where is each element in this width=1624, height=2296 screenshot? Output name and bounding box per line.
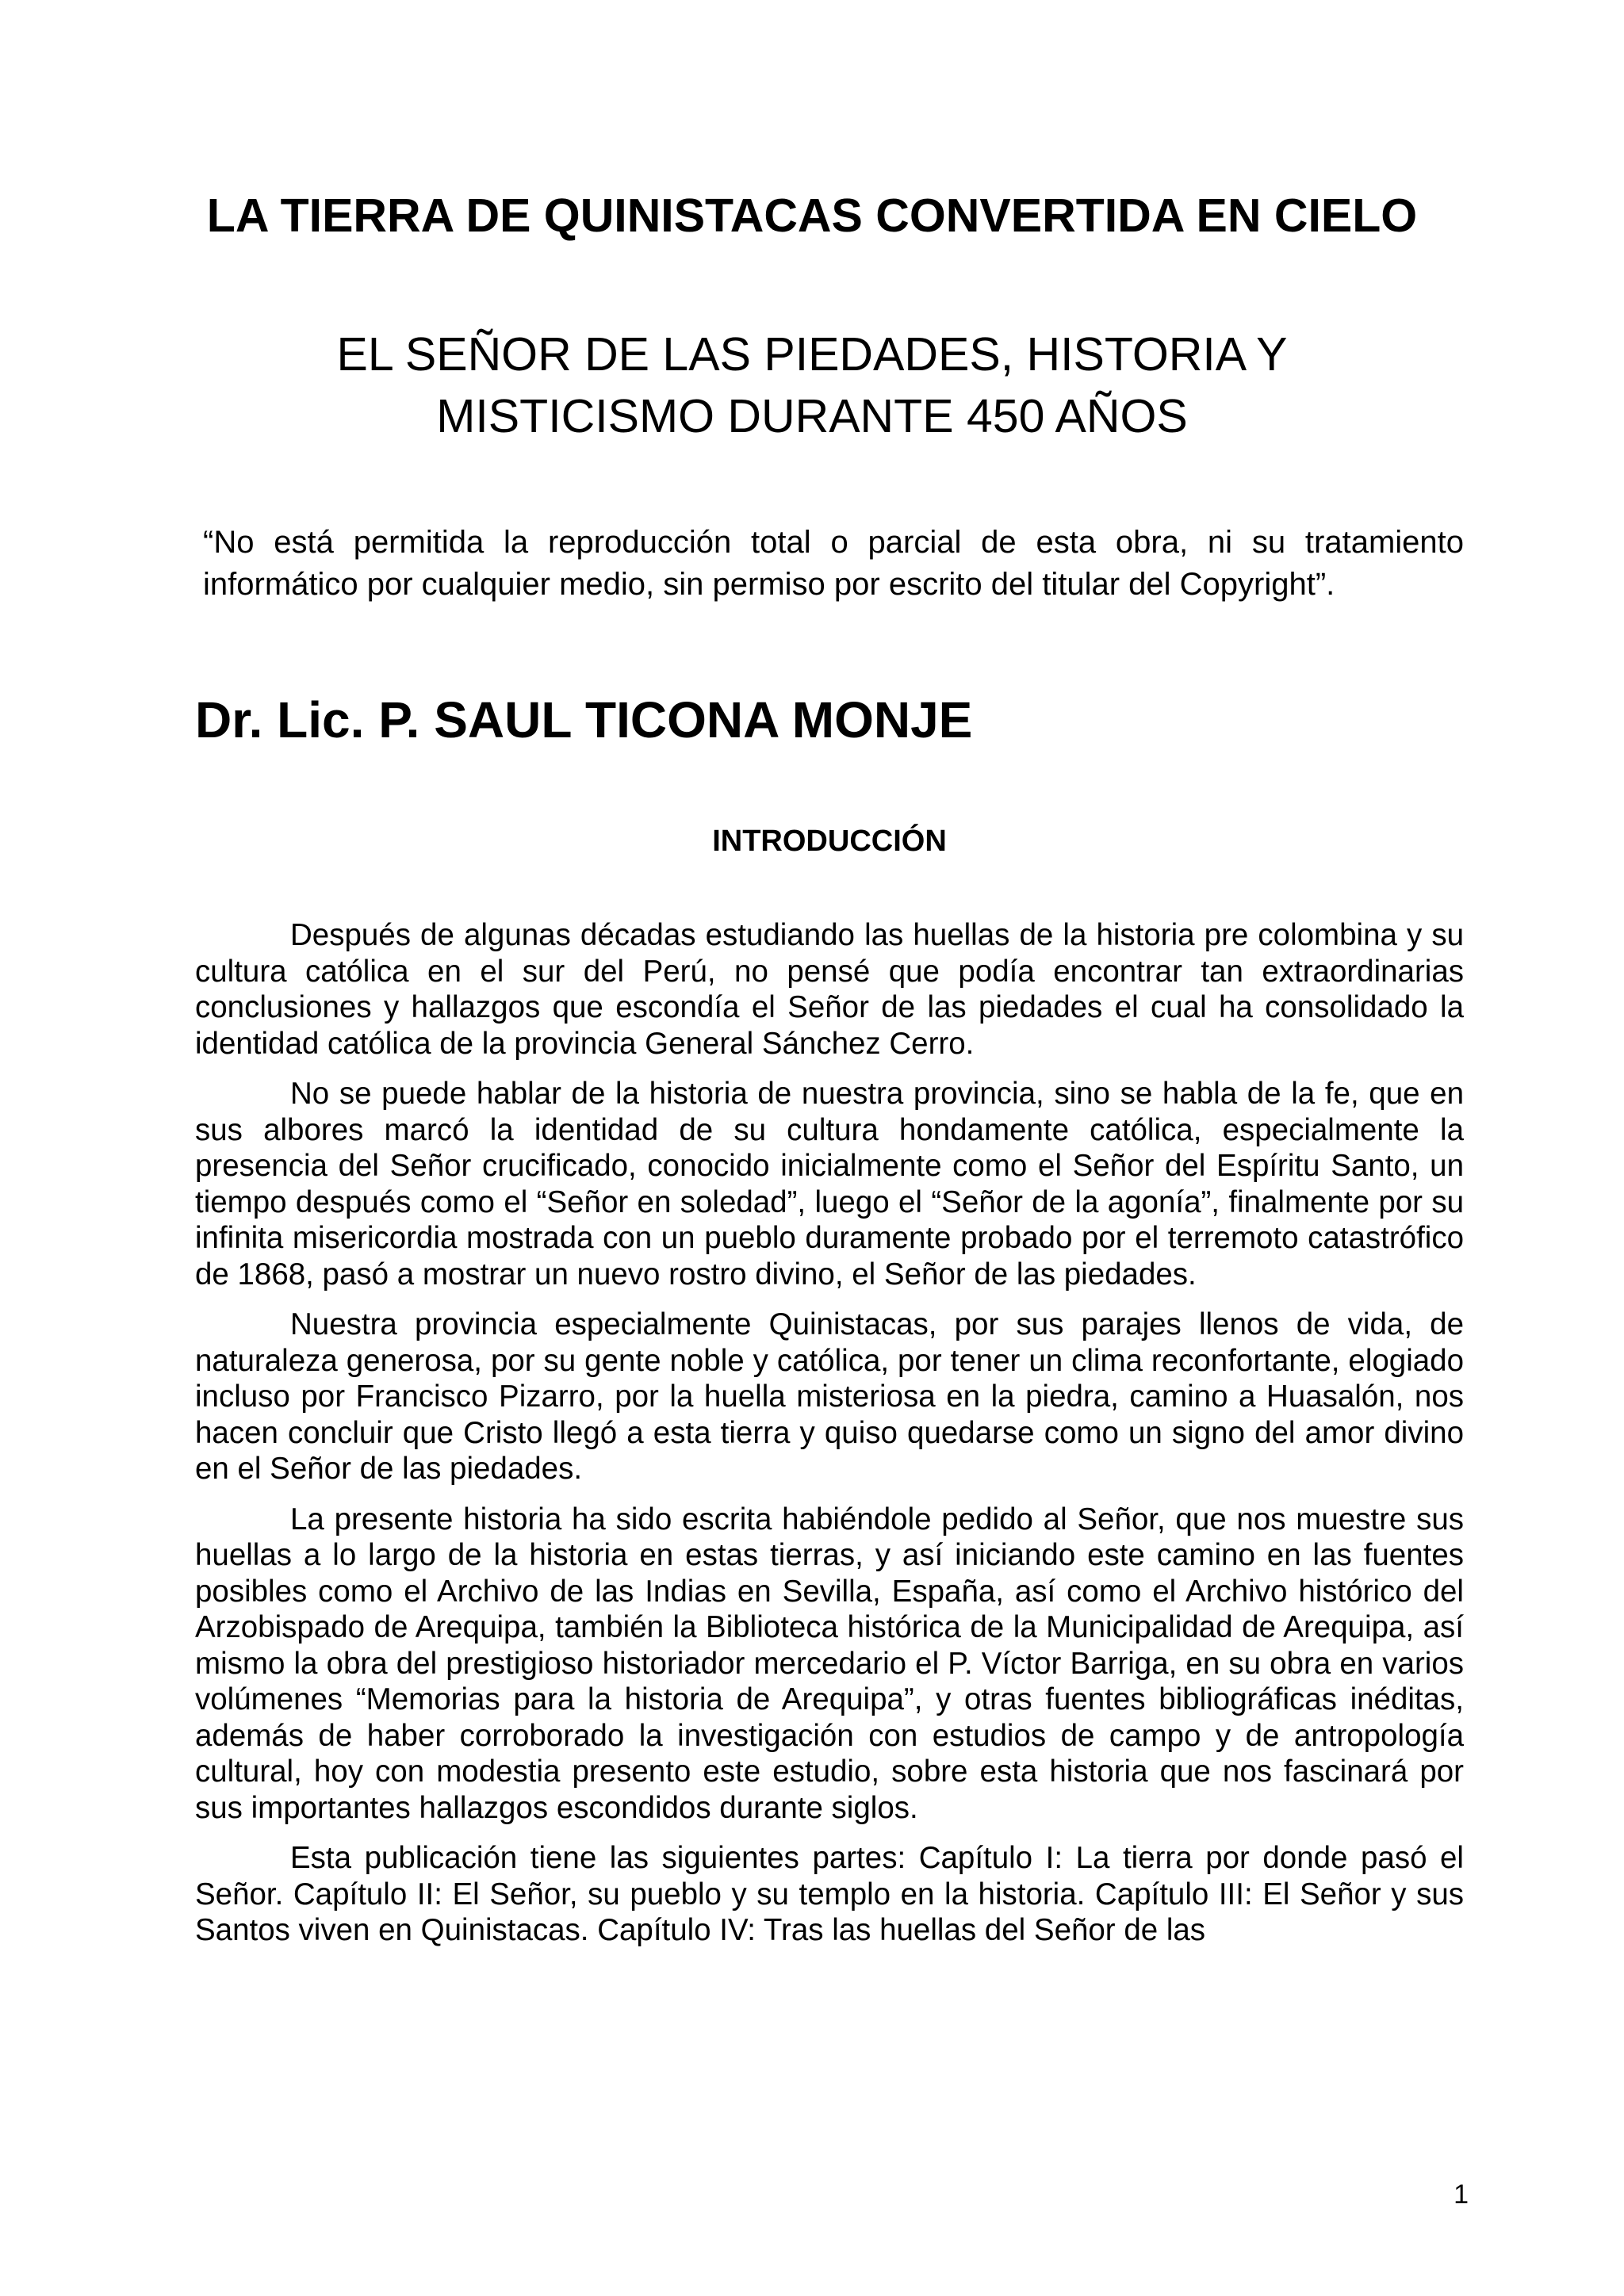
body-paragraph: No se puede hablar de la historia de nuestra provincia, sino se habla de la fe, que en sus albores marcó la identidad de su cultura hondamente católica, especialmente la presencia del Señor crucificado, conocido inicialmente como el Señor del Espíritu Santo, un tiempo después como el “Señor en soledad”, luego el “Señor de la agonía”, finalmente por su infinita misericordia mostrada con un pueblo duramente probado por el terremoto catastrófico de 1868, pasó a mostrar un nuevo rostro divino, el Señor de las piedades.: [195, 1077, 1464, 1292]
body-text: [195, 917, 1464, 1963]
copyright-notice-line: “No está permitida la reproducción total o parcial de esta obra, ni su tratamiento: [203, 525, 1464, 560]
body-paragraph: La presente historia ha sido escrita habiéndole pedido al Señor, que nos muestre sus huellas a lo largo de la historia en estas tierras, y así iniciando este camino en las fuentes posibles como el Archivo de las Indias en Sevilla, España, así como el Archivo histórico del Arzobispado de Arequipa, también la Biblioteca histórica de la Municipalidad de Arequipa, así mismo la obra del prestigioso historiador mercedario el P. Víctor Barriga, en su obra en varios volúmenes “Memorias para la historia de Arequipa”, y otras fuentes bibliográficas inéditas, además de haber corroborado la investigación con estudios de campo y de antropología cultural, hoy con modestia presento este estudio, sobre esta historia que nos fascinará por sus importantes hallazgos escondidos durante siglos.: [195, 1502, 1464, 1825]
copyright-notice: [195, 522, 1464, 606]
document-subtitle: EL SEÑOR DE LAS PIEDADES, HISTORIA Y MISTICISMO DURANTE 450 AÑOS: [336, 328, 1288, 442]
body-paragraph: Nuestra provincia especialmente Quinistacas, por sus parajes llenos de vida, de naturaleza generosa, por su gente noble y católica, por tener un clima reconfortante, elogiado incluso por Francisco Pizarro, por la huella misteriosa en la piedra, camino a Huasalón, nos hacen concluir que Cristo llegó a esta tierra y quiso quedarse como un signo del amor divino en el Señor de las piedades.: [195, 1307, 1464, 1486]
body-paragraph: Esta publicación tiene las siguientes partes: Capítulo I: La tierra por donde pasó el Señor. Capítulo II: El Señor, su pueblo y su templo en la historia. Capítulo III: El Señor y sus Santos viven en Quinistacas. Capítulo IV: Tras las huellas del Señor de las: [195, 1841, 1464, 1947]
page-number: 1: [1454, 2179, 1469, 2210]
author-name: Dr. Lic. P. SAUL TICONA MONJE: [195, 691, 973, 748]
body-paragraph: Después de algunas décadas estudiando las huellas de la historia pre colombina y su cultura católica en el sur del Perú, no pensé que podía encontrar tan extraordinarias conclusiones y hallazgos que escondía el Señor de las piedades el cual ha consolidado la identidad católica de la provincia General Sánchez Cerro.: [195, 918, 1464, 1061]
document-title: LA TIERRA DE QUINISTACAS CONVERTIDA EN CIELO: [206, 189, 1418, 242]
section-heading: INTRODUCCIÓN: [712, 825, 947, 858]
copyright-notice-line: informático por cualquier medio, sin permiso por escrito del titular del Copyright”.: [203, 567, 1335, 602]
